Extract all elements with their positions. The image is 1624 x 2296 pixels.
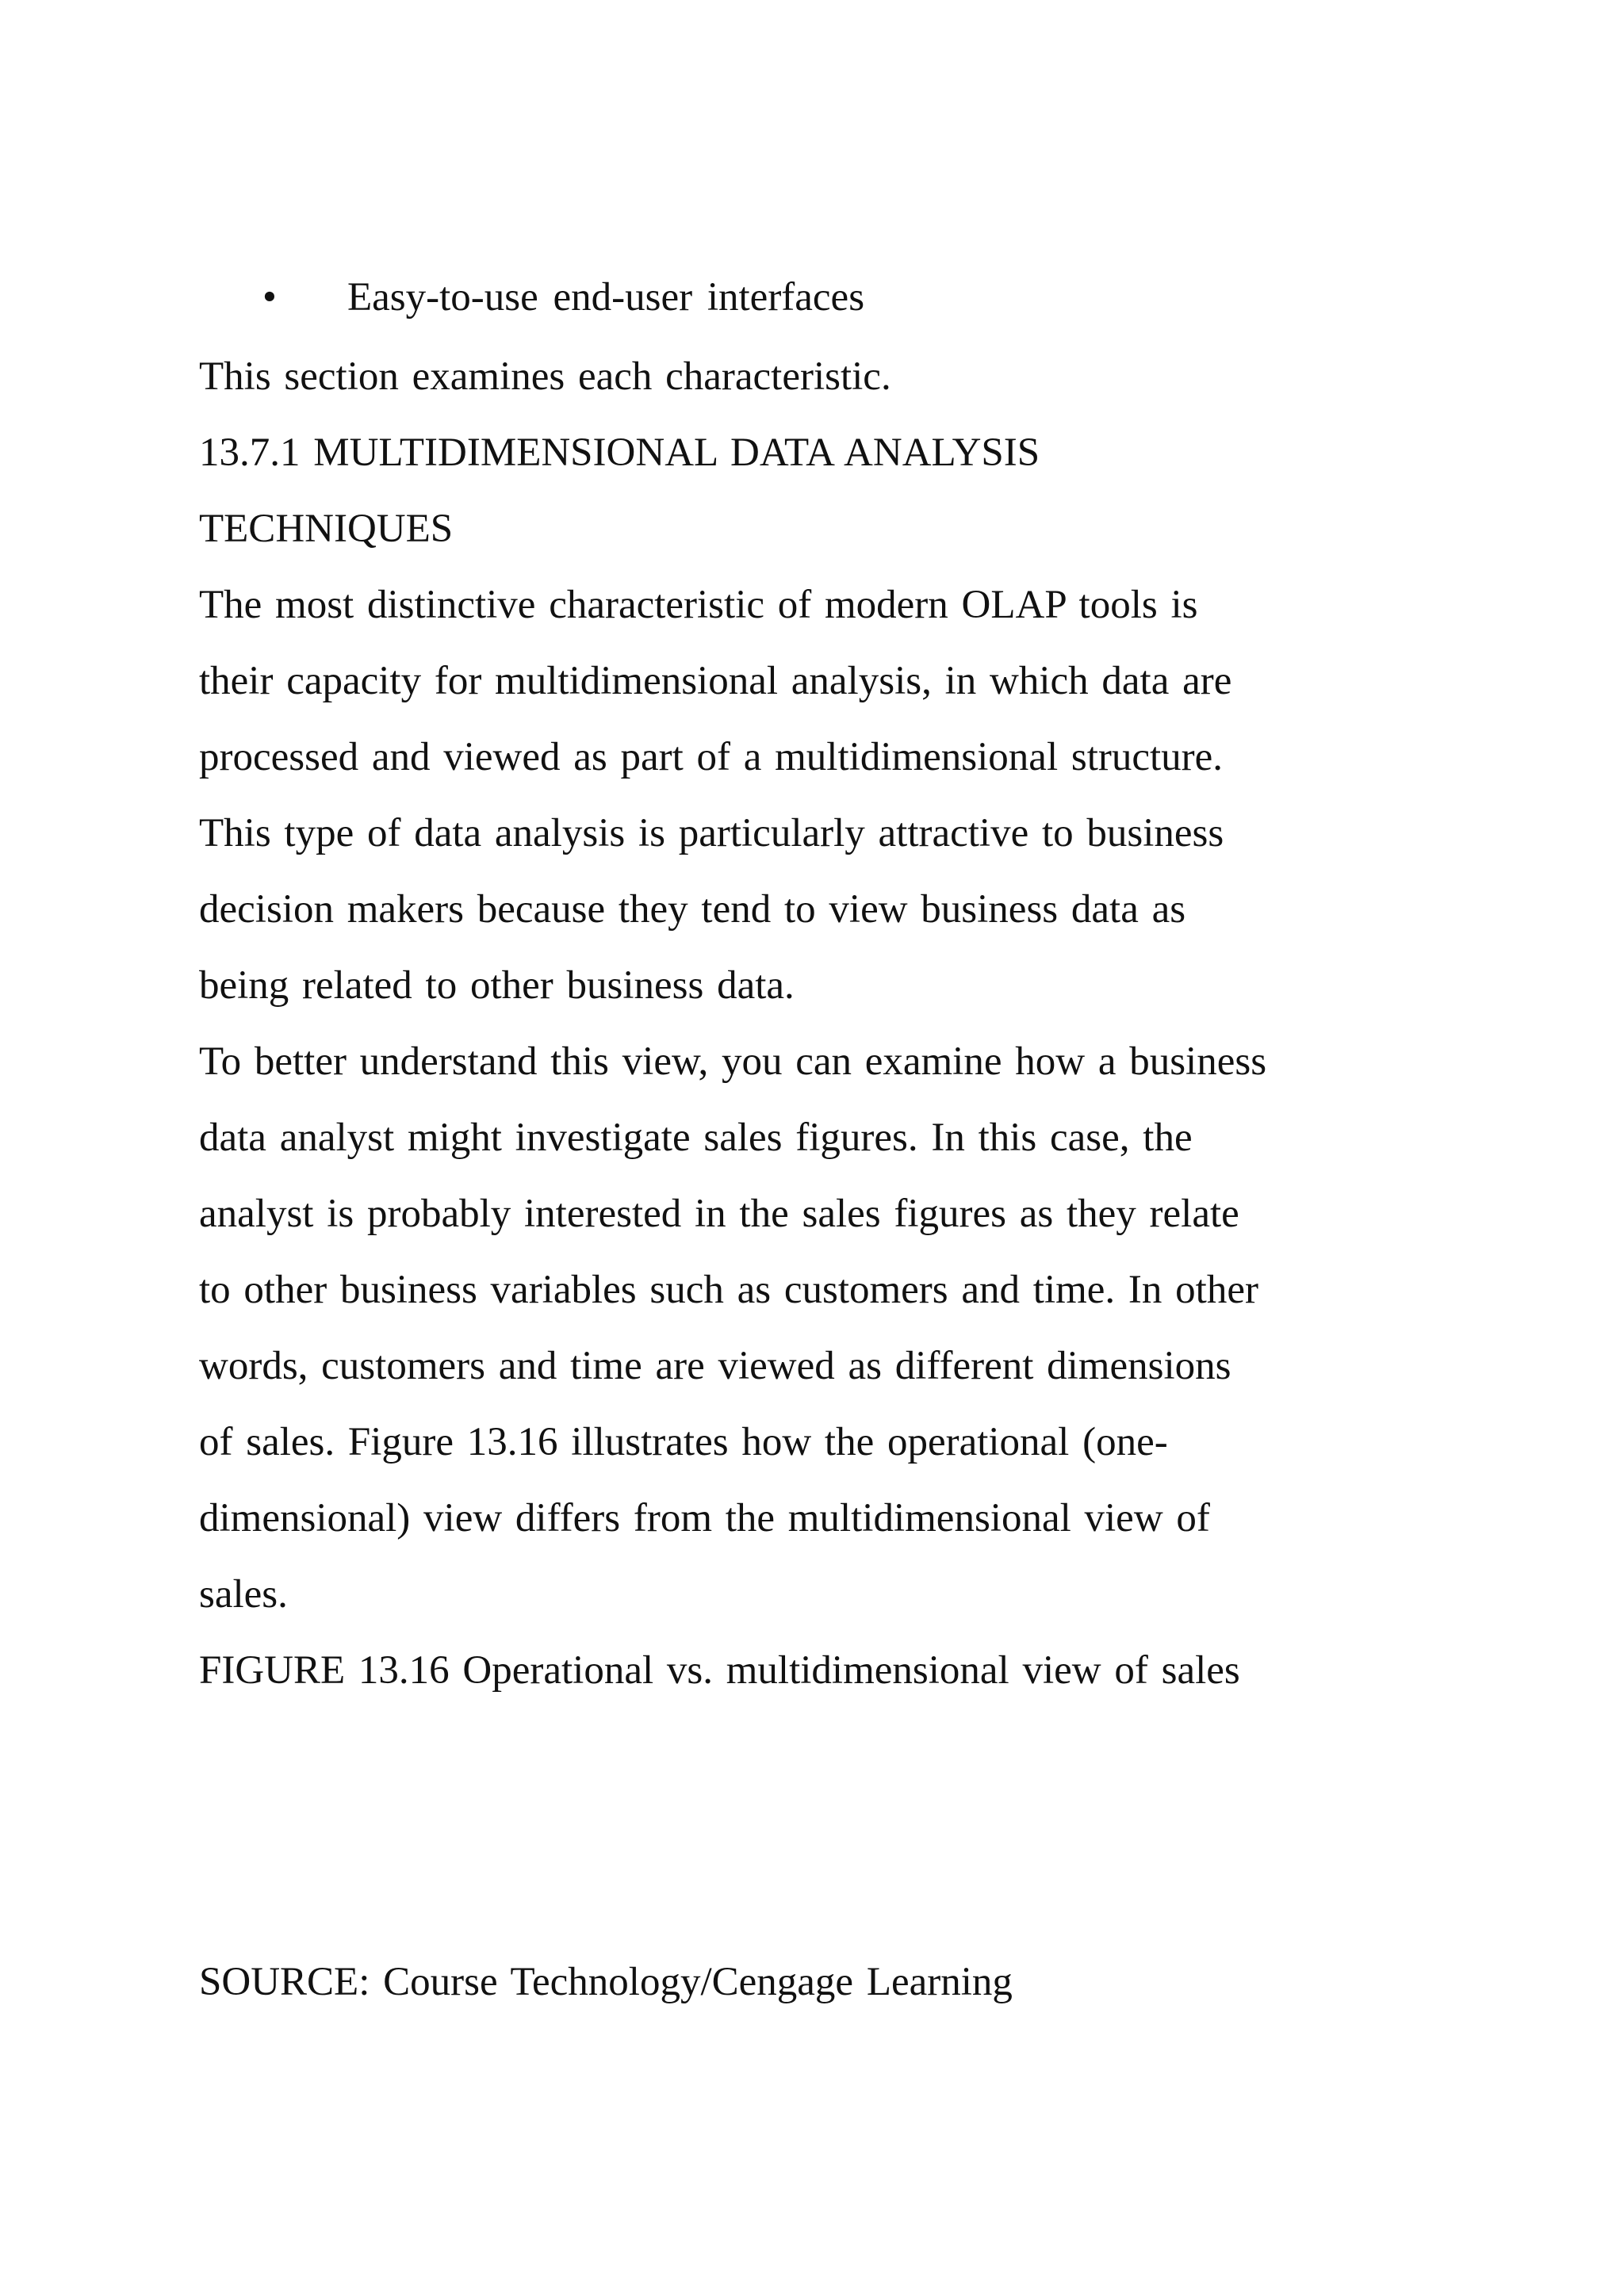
bullet-text: Easy-to-use end-user interfaces: [347, 275, 865, 320]
paragraph-2-line: To better understand this view, you can examine how a business: [199, 1039, 1267, 1084]
paragraph-2-line: data analyst might investigate sales figures. In this case, the: [199, 1115, 1193, 1160]
paragraph-2-line: to other business variables such as customers and time. In other: [199, 1268, 1258, 1312]
section-heading-line-1: 13.7.1 MULTIDIMENSIONAL DATA ANALYSIS: [199, 430, 1040, 475]
paragraph-1-line: decision makers because they tend to view business data as: [199, 887, 1186, 932]
section-heading-line-2: TECHNIQUES: [199, 507, 454, 551]
paragraph-1-line: being related to other business data.: [199, 963, 795, 1008]
paragraph-2-line: words, customers and time are viewed as different dimensions: [199, 1344, 1231, 1388]
paragraph-1-line: their capacity for multidimensional analysis, in which data are: [199, 659, 1232, 703]
figure-caption: FIGURE 13.16 Operational vs. multidimensional view of sales: [199, 1648, 1240, 1693]
paragraph-2-line: dimensional) view differs from the multidimensional view of: [199, 1496, 1210, 1540]
paragraph-2-line: analyst is probably interested in the sales figures as they relate: [199, 1192, 1239, 1236]
paragraph-2-line: of sales. Figure 13.16 illustrates how the operational (one-: [199, 1420, 1168, 1464]
paragraph-1-line: processed and viewed as part of a multidimensional structure.: [199, 735, 1224, 779]
figure-source-credit: SOURCE: Course Technology/Cengage Learning: [199, 1960, 1013, 2004]
paragraph-2-line: sales.: [199, 1572, 288, 1617]
bullet-marker: •: [262, 275, 277, 320]
intro-text: This section examines each characteristic.: [199, 354, 891, 399]
paragraph-1-line: This type of data analysis is particularly attractive to business: [199, 811, 1224, 855]
bullet-list-item: [262, 277, 864, 318]
paragraph-1-line: The most distinctive characteristic of modern OLAP tools is: [199, 583, 1198, 627]
